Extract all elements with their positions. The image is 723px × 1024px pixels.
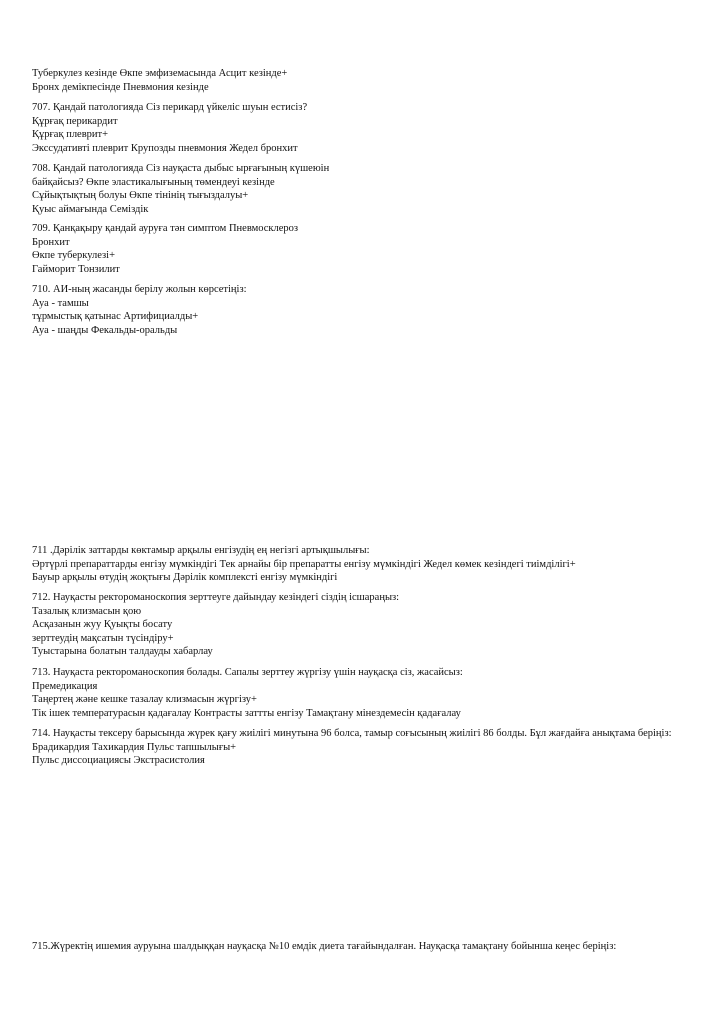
- question-715: [32, 940, 687, 954]
- question-709: [32, 222, 687, 276]
- answer-line: Гайморит Тонзилит: [32, 263, 120, 275]
- answer-line: Құрғақ плеврит+: [32, 129, 109, 140]
- answer-line: Тазалық клизмасын қою: [32, 605, 142, 617]
- answer-line: Бронхит: [32, 236, 70, 248]
- answer-line: Брадикардия Тахикардия Пульс тапшылығы+: [32, 741, 237, 753]
- question-text: 708. Қандай патологияда Сіз науқаста дыбыс ырғағының күшеюін: [32, 163, 330, 174]
- answer-line: Туыстарына болатын талдауды хабарлау: [32, 646, 213, 657]
- question-707: [32, 101, 687, 155]
- question-text: байқайсыз? Өкпе эластикалығының төмендеуі кезінде: [32, 176, 275, 188]
- question-text: 711 .Дәрілік заттарды көктамыр арқылы енгізудің ең негізгі артықшылығы:: [32, 545, 370, 556]
- answer-line: Таңертең және кешке тазалау клизмасын жүргізу+: [32, 694, 257, 705]
- answer-line: Премедикация: [32, 680, 98, 692]
- question-text: 713. Науқаста ректороманоскопия болады. Сапалы зерттеу жүргізу үшін науқасқа сіз, жасайсыз:: [32, 667, 463, 678]
- answer-line: тұрмыстық қатынас Артифициалды+: [32, 311, 199, 322]
- question-712: [32, 591, 687, 659]
- question-711: [32, 544, 687, 585]
- answer-line: Сұйықтықтың болуы Өкпе тінінің тығыздалуы+: [32, 190, 249, 201]
- question-text: 707. Қандай патологияда Сіз перикард үйкеліс шуын естисіз?: [32, 102, 308, 113]
- answer-line: Қуыс аймағында Семіздік: [32, 203, 149, 215]
- answer-line: зерттеудің мақсатын түсіндіру+: [32, 632, 174, 644]
- question-text: 709. Қанқақыру қандай ауруға тән симптом Пневмосклероз: [32, 223, 299, 234]
- question-text: 714. Науқасты тексеру барысында жүрек қағу жиілігі минутына 96 болса, тамыр соғысының жиілігі 86 болды. Бұл жағдайға анықтама беріңіз:: [32, 728, 672, 739]
- answer-line: Экссудативті плеврит Крупозды пневмония Жедел бронхит: [32, 142, 298, 154]
- answer-line: Тік ішек температурасын қадағалау Контрасты заттты енгізу Тамақтану мінездемесін қадағалау: [32, 707, 461, 719]
- question-706-tail: [32, 67, 687, 94]
- answer-line: Ауа - тамшы: [32, 297, 89, 309]
- answer-line: Пульс диссоциациясы Экстрасистолия: [32, 755, 205, 766]
- text-line: Бронх демікпесінде Пневмония кезінде: [32, 81, 209, 93]
- question-713: [32, 666, 687, 720]
- answer-line: Өкпе туберкулезі+: [32, 250, 116, 261]
- answer-line: Асқазанын жуу Қуықты босату: [32, 619, 173, 630]
- question-text: 710. АИ-ның жасанды берілу жолын көрсетіңіз:: [32, 284, 247, 295]
- question-710: [32, 283, 687, 337]
- answer-line: Құрғақ перикардит: [32, 115, 118, 127]
- text-line: Туберкулез кезінде Өкпе эмфиземасында Асцит кезінде+: [32, 68, 288, 79]
- answer-line: Әртүрлі препараттарды енгізу мүмкіндігі Тек арнайы бір препаратты енгізу мүмкіндігі Жедел көмек кезіндегі тиімділігі+: [32, 558, 576, 570]
- question-text: 712. Науқасты ректороманоскопия зерттеуге дайындау кезіндегі сіздің ісшараңыз:: [32, 592, 400, 603]
- question-708: [32, 162, 687, 216]
- answer-line: Ауа - шаңды Фекальды-оральды: [32, 324, 178, 336]
- answer-line: Бауыр арқылы өтудің жоқтығы Дәрілік комплексті енгізу мүмкіндігі: [32, 572, 338, 583]
- question-text: 715.Жүректің ишемия ауруына шалдыққан науқасқа №10 емдік диета тағайындалған. Науқасқа тамақтану бойынша кеңес беріңіз:: [32, 941, 617, 952]
- question-714: [32, 727, 687, 768]
